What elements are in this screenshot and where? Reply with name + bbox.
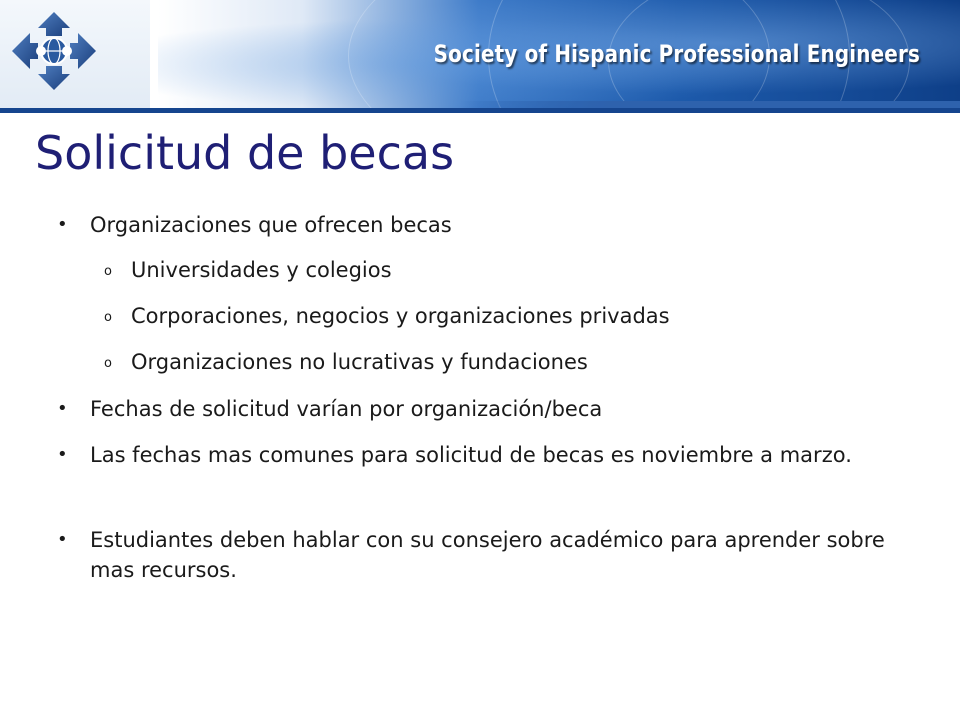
sub-bullet-marker: o [104,264,112,279]
sub-bullet-text: Organizaciones no lucrativas y fundaciones [131,350,588,374]
bullet-marker: • [57,214,68,235]
bullet-text: Organizaciones que ofrecen becas [90,213,452,237]
sub-bullet-item [104,347,911,377]
slide-header [0,0,960,120]
shpe-logo-icon [8,10,100,92]
bullet-text: Fechas de solicitud varían por organización/beca [90,397,603,421]
bullet-marker: • [57,398,68,419]
bullet-marker: • [57,444,68,465]
bullet-text: Las fechas mas comunes para solicitud de becas es noviembre a marzo. [90,443,852,467]
bullet-marker: • [57,529,68,550]
bullet-item [57,525,910,585]
sub-bullet-marker: o [104,356,112,371]
header-accent-rule [460,101,960,108]
header-banner [158,0,960,108]
organization-name: Society of Hispanic Professional Engineers [433,40,920,68]
sub-bullet-text: Universidades y colegios [131,258,392,282]
bullet-item [57,210,910,240]
header-rule [0,108,960,113]
logo [0,0,150,108]
sub-bullet-item [104,301,911,331]
sub-bullet-marker: o [104,310,112,325]
bullet-item [57,440,910,470]
sub-bullet-text: Corporaciones, negocios y organizaciones privadas [131,304,670,328]
bullet-item [57,394,910,424]
sub-bullet-item [104,255,911,285]
bullet-text: Estudiantes deben hablar con su consejero académico para aprender sobre mas recursos. [90,528,885,582]
slide-title: Solicitud de becas [35,126,455,180]
